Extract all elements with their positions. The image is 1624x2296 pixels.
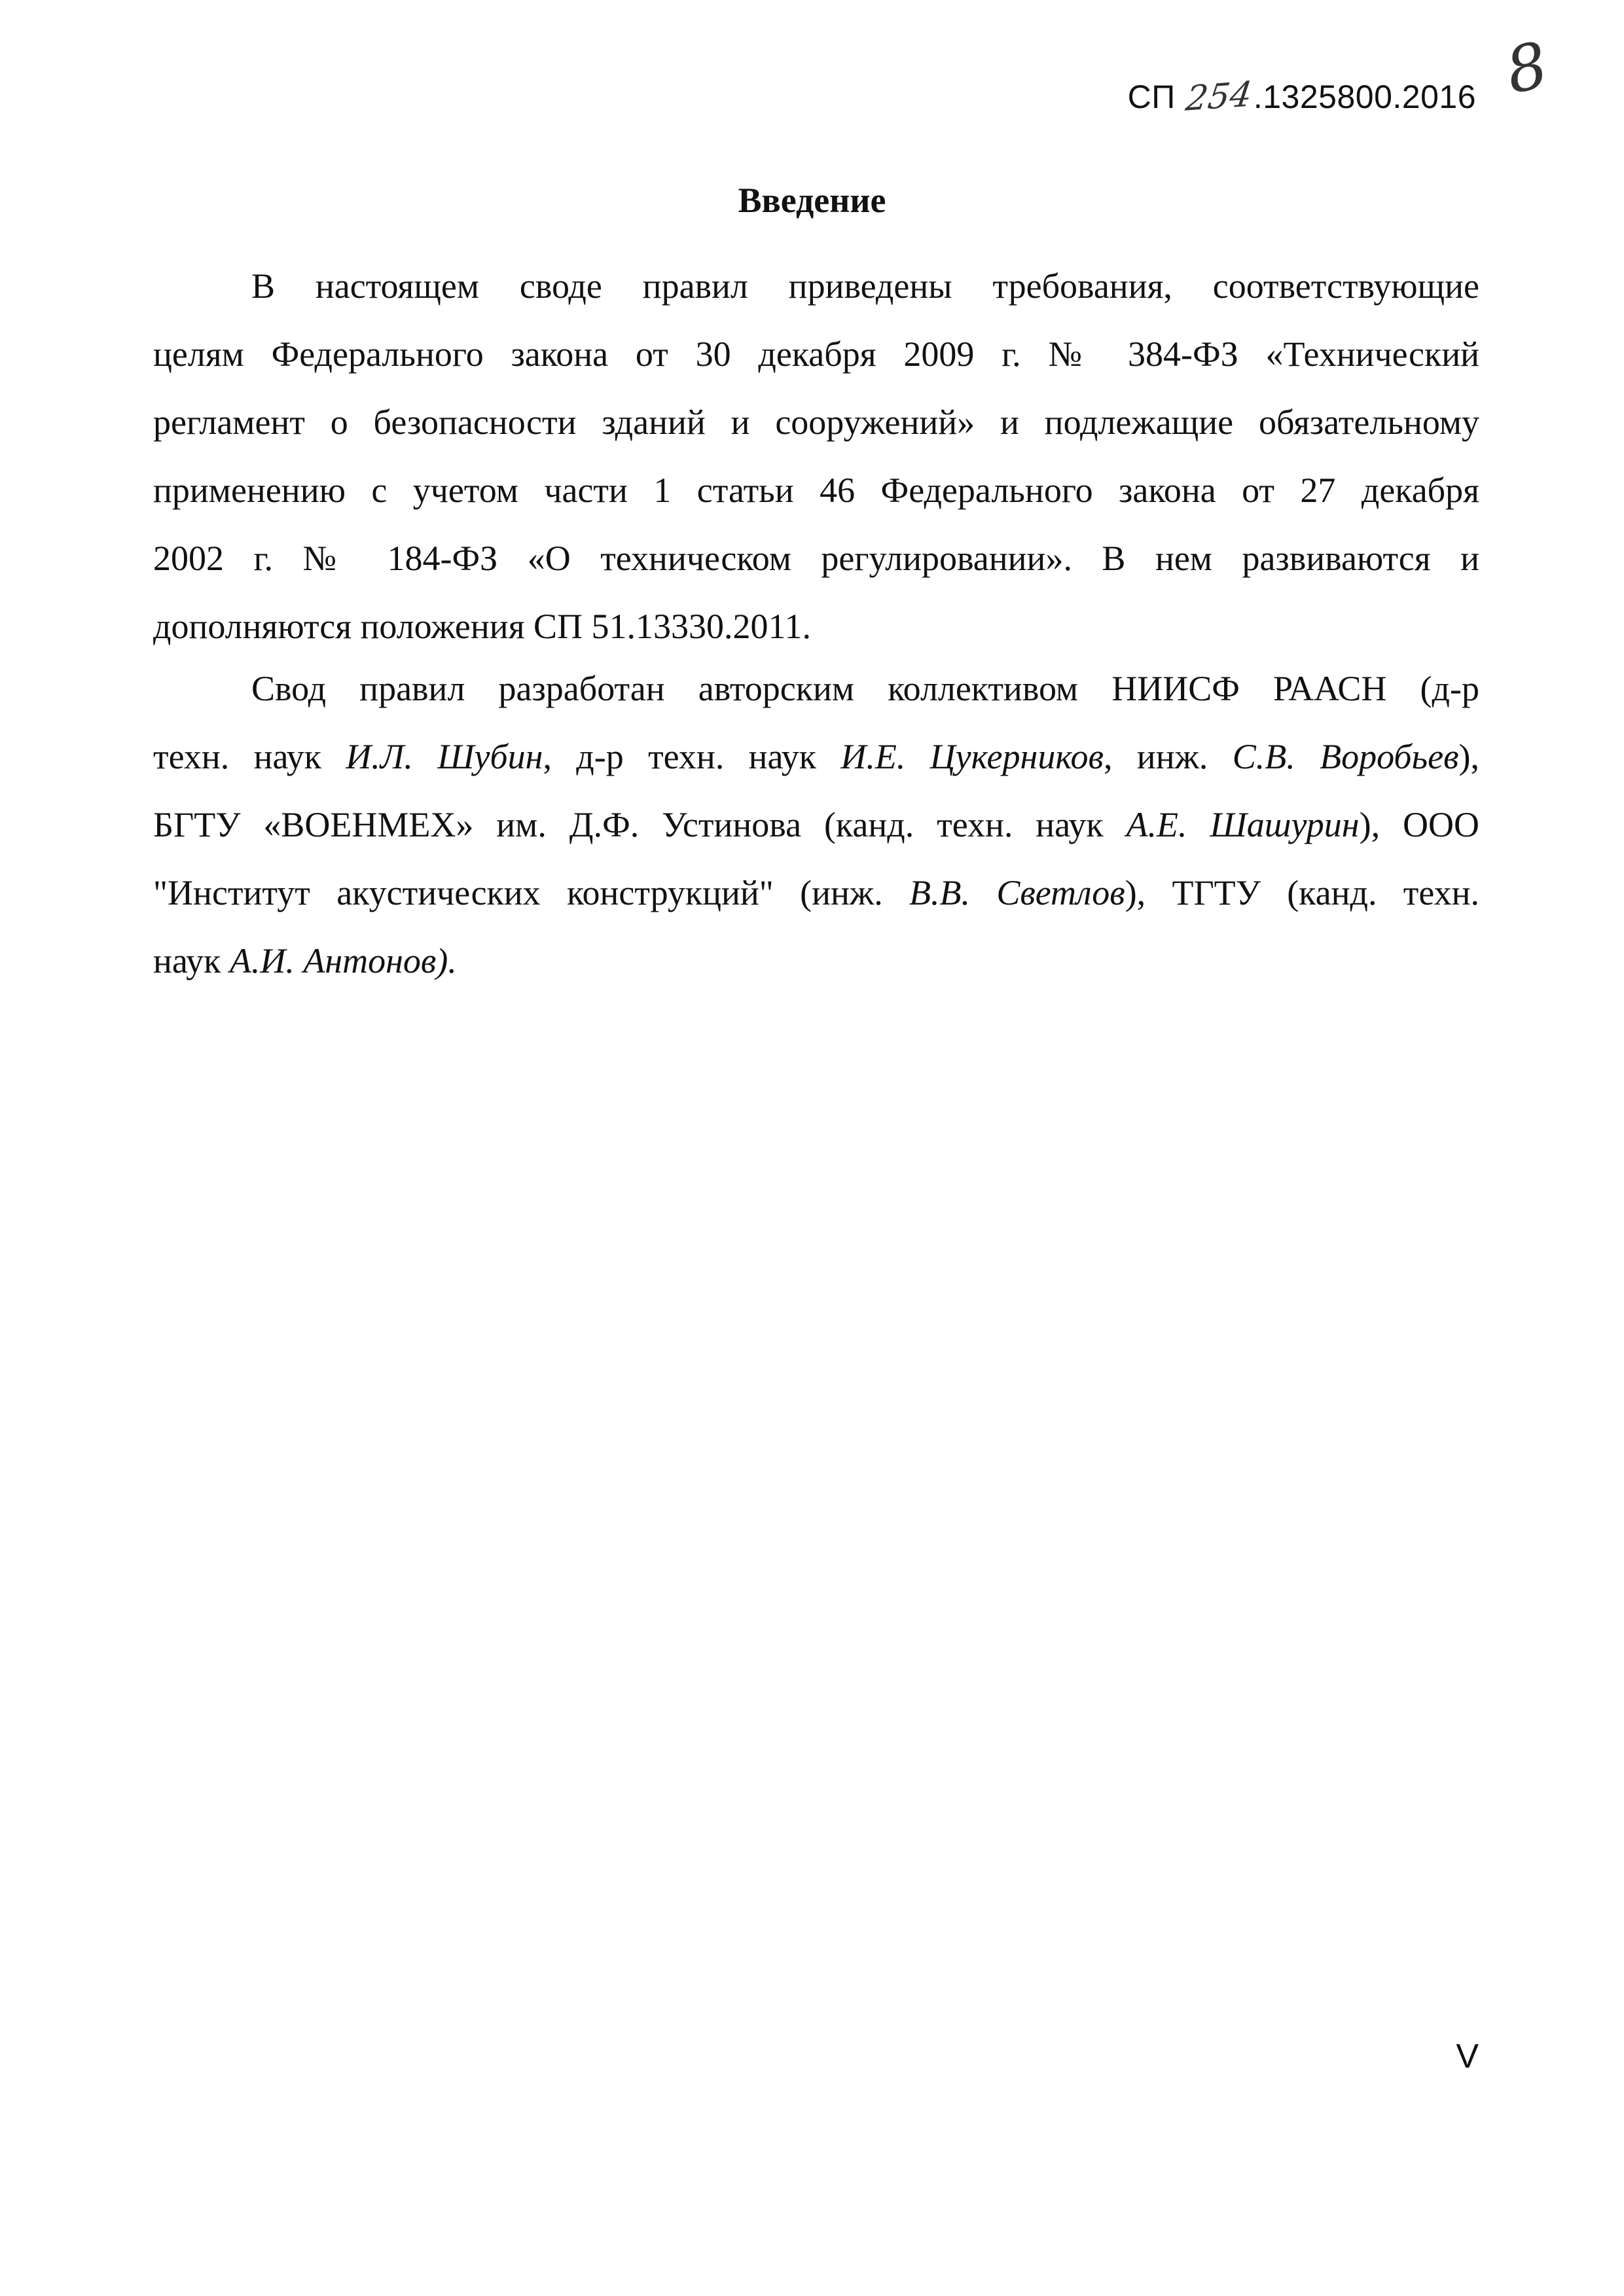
text-run: техн. наук xyxy=(153,737,346,776)
text-run: , инж. xyxy=(1103,737,1233,776)
intro-paragraph-2 xyxy=(153,655,1479,995)
document-code-suffix: .1325800.2016 xyxy=(1253,79,1476,115)
page-number: V xyxy=(1456,2037,1479,2075)
text-run: ), ТГТУ (канд. техн. xyxy=(1125,873,1479,912)
section-title: Введение xyxy=(738,181,886,220)
text-run: наук xyxy=(153,941,230,980)
paragraph-line: В настоящем своде правил приведены требования, соответствующие xyxy=(251,266,1479,306)
text-run: БГТУ «ВОЕНМЕХ» им. Д.Ф. Устинова (канд. техн. наук xyxy=(153,805,1127,844)
author-name: И.Е. Цукерников xyxy=(840,737,1104,776)
author-name: В.В. Светлов xyxy=(909,873,1125,912)
paragraph-line: применению с учетом части 1 статьи 46 Федерального закона от 27 декабря xyxy=(153,471,1479,510)
text-run: "Институт акустических конструкций" (инж. xyxy=(153,873,910,912)
text-run: ), ООО xyxy=(1359,805,1479,844)
paragraph-line: целям Федерального закона от 30 декабря 2009 г. № 384-ФЗ «Технический xyxy=(153,334,1479,374)
text-run: , д-р техн. наук xyxy=(543,737,841,776)
author-name: И.Л. Шубин xyxy=(346,737,543,776)
intro-paragraph-1 xyxy=(153,252,1479,660)
author-name: А.Е. Шашурин xyxy=(1126,805,1360,844)
paragraph-line: 2002 г. № 184-ФЗ «О техническом регулировании». В нем развиваются и xyxy=(153,539,1479,578)
document-code xyxy=(1128,77,1476,117)
handwritten-page-mark: 8 xyxy=(1499,27,1554,109)
paragraph-line xyxy=(153,859,1479,927)
paragraph-line xyxy=(153,791,1479,859)
author-name: А.И. Антонов). xyxy=(229,941,457,980)
text-run: ), xyxy=(1458,737,1479,776)
paragraph-line xyxy=(153,723,1479,791)
paragraph-line: регламент о безопасности зданий и сооружений» и подлежащие обязательному xyxy=(153,403,1479,442)
author-name: С.В. Воробьев xyxy=(1232,737,1459,776)
paragraph-line xyxy=(153,927,1479,995)
paragraph-line: дополняются положения СП 51.13330.2011. xyxy=(153,607,812,646)
paragraph-line: Свод правил разработан авторским коллективом НИИСФ РААСН (д-р xyxy=(251,669,1479,708)
handwritten-document-number: 254 xyxy=(1183,75,1255,119)
document-code-prefix: СП xyxy=(1127,79,1176,115)
